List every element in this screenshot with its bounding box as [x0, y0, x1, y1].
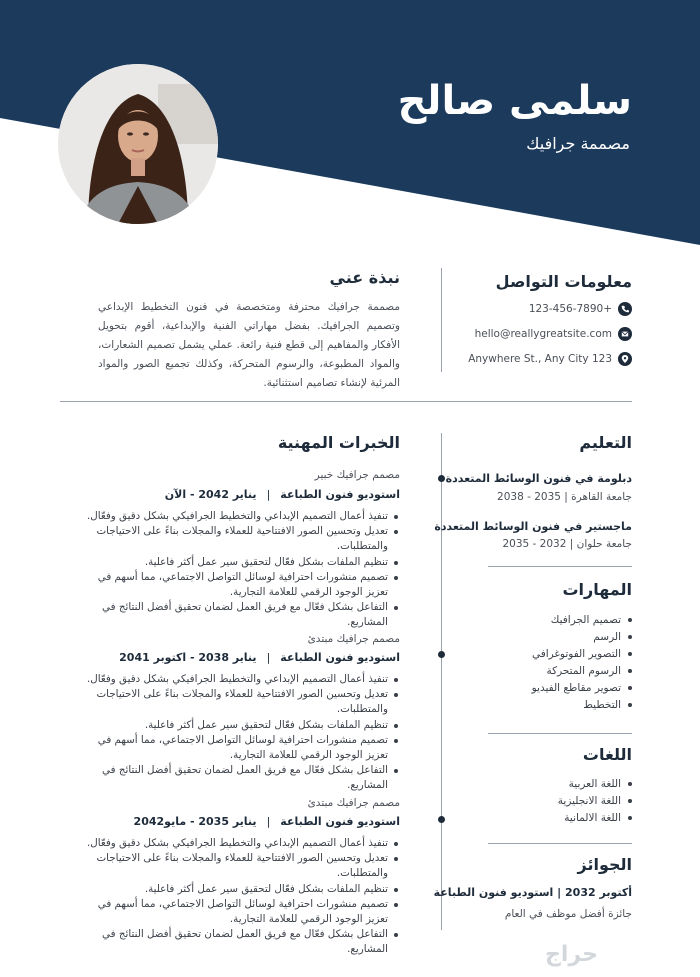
right-divider-1: [488, 566, 632, 567]
awards-heading: الجوائز: [577, 855, 632, 874]
contact-phone-row: [529, 300, 632, 318]
profile-photo: [58, 64, 218, 224]
education-heading: التعليم: [579, 433, 632, 452]
duty-item: التفاعل بشكل فعّال مع فريق العمل لضمان تحقيق أفضل النتائج في المشاريع.: [85, 600, 400, 630]
duty-item: تنفيذ أعمال التصميم الإبداعي والتخطيط الجرافيكي بشكل دقيق وفعّال.: [85, 672, 400, 687]
job-duties-2: [85, 672, 400, 794]
candidate-title: مصممة جرافيك: [526, 134, 630, 153]
duty-item: تعديل وتحسين الصور الافتتاحية للعملاء والمجلات بناءً على الاحتياجات والمتطلبات.: [85, 524, 400, 554]
section-divider: [60, 401, 632, 402]
timeline-dot: [438, 816, 445, 823]
contact-email[interactable]: hello@reallygreatsite.com: [474, 328, 612, 340]
award-date-organization: أكتوبر 2032 | استوديو فنون الطباعة: [433, 886, 632, 899]
email-icon: [618, 327, 632, 341]
contact-address: Anywhere St., Any City 123: [468, 353, 612, 365]
about-heading: نبذة عني: [329, 268, 400, 287]
site-watermark: حراج: [545, 942, 598, 967]
contact-heading: معلومات التواصل: [495, 272, 632, 291]
location-pin-icon: [618, 352, 632, 366]
duty-item: تعديل وتحسين الصور الافتتاحية للعملاء والمجلات بناءً على الاحتياجات والمتطلبات.: [85, 851, 400, 881]
separator: |: [266, 651, 271, 664]
duty-item: تعديل وتحسين الصور الافتتاحية للعملاء والمجلات بناءً على الاحتياجات والمتطلبات.: [85, 687, 400, 717]
job-company-period-3: [134, 815, 400, 828]
job-period: يناير 2042 - الآن: [164, 488, 257, 501]
duty-item: تنظيم الملفات بشكل فعّال لتحقيق سير عمل أكثر فاعلية.: [85, 555, 400, 570]
about-text: مصممة جرافيك محترفة ومتخصصة في فنون التخطيط الإبداعي وتصميم الجرافيك. بفضل مهاراتي الفنية والإبداعية، أقوم بتحويل الأفكار والمفاهيم إلى قطع فنية رائعة. عملي يشمل تصميم الشعارات، والمواد المطبوعة، والرسوم المتحركة، وكذلك تجميع الصور والمواد المرئية لإنشاء تصاميم استثنائية.: [98, 301, 400, 389]
right-divider-2: [488, 733, 632, 734]
timeline-dot: [438, 475, 445, 482]
right-divider-3: [488, 843, 632, 844]
award-title: جائزة أفضل موظف في العام: [504, 908, 632, 920]
duty-item: التفاعل بشكل فعّال مع فريق العمل لضمان تحقيق أفضل النتائج في المشاريع.: [85, 927, 400, 957]
job-period: يناير 2035 - مايو2042: [133, 815, 257, 828]
education-details-2: جامعة حلوان | 2032 - 2035: [502, 538, 632, 550]
contact-address-row: [468, 350, 632, 368]
languages-heading: اللغات: [582, 745, 632, 764]
separator: |: [266, 815, 271, 828]
duty-item: تنظيم الملفات بشكل فعّال لتحقيق سير عمل أكثر فاعلية.: [85, 882, 400, 897]
main-column-divider: [441, 433, 442, 930]
language-item: اللغة الالمانية: [558, 810, 632, 827]
job-company: استوديو فنون الطباعة: [280, 651, 400, 664]
separator: |: [266, 488, 271, 501]
skill-item: تصميم الجرافيك: [532, 612, 632, 629]
job-company: استوديو فنون الطباعة: [280, 488, 400, 501]
top-column-divider: [441, 268, 442, 372]
contact-email-row: [475, 325, 632, 343]
candidate-name: سلمى صالح: [397, 78, 632, 124]
skill-item: الرسوم المتحركة: [532, 663, 632, 680]
job-role-1: مصمم جرافيك خبير: [314, 469, 400, 481]
languages-list: [558, 776, 632, 827]
duty-item: تنظيم الملفات بشكل فعّال لتحقيق سير عمل أكثر فاعلية.: [85, 718, 400, 733]
job-period: يناير 2038 - اكتوبر 2041: [119, 651, 257, 664]
experience-heading: الخبرات المهنية: [277, 433, 400, 452]
contact-phone[interactable]: 123-456-7890+: [528, 303, 612, 315]
duty-item: تنفيذ أعمال التصميم الإبداعي والتخطيط الجرافيكي بشكل دقيق وفعّال.: [85, 509, 400, 524]
phone-icon: [618, 302, 632, 316]
duty-item: التفاعل بشكل فعّال مع فريق العمل لضمان تحقيق أفضل النتائج في المشاريع.: [85, 763, 400, 793]
job-company: استوديو فنون الطباعة: [280, 815, 400, 828]
skill-item: تصوير مقاطع الفيديو: [532, 680, 632, 697]
duty-item: تصميم منشورات احترافية لوسائل التواصل الاجتماعي، مما أسهم في تعزيز الوجود الرقمي للعلامة التجارية.: [85, 733, 400, 763]
duty-item: تصميم منشورات احترافية لوسائل التواصل الاجتماعي، مما أسهم في تعزيز الوجود الرقمي للعلامة التجارية.: [85, 570, 400, 600]
job-role-2: مصمم جرافيك مبتدئ: [307, 633, 400, 645]
education-degree-1: دبلومة في فنون الوسائط المتعددة: [445, 472, 632, 485]
job-company-period-2: [119, 651, 400, 664]
skill-item: التخطيط: [532, 697, 632, 714]
duty-item: تنفيذ أعمال التصميم الإبداعي والتخطيط الجرافيكي بشكل دقيق وفعّال.: [85, 836, 400, 851]
education-details-1: جامعة القاهرة | 2035 - 2038: [497, 491, 632, 503]
skills-heading: المهارات: [562, 580, 632, 599]
language-item: اللغة الانجليزية: [558, 793, 632, 810]
skill-item: الرسم: [532, 629, 632, 646]
job-duties-3: [85, 836, 400, 958]
job-company-period-1: [165, 488, 400, 501]
education-degree-2: ماجستير في فنون الوسائط المتعددة: [434, 520, 632, 533]
language-item: اللغة العربية: [558, 776, 632, 793]
job-role-3: مصمم جرافيك مبتدئ: [307, 797, 400, 809]
timeline-dot: [438, 651, 445, 658]
skill-item: التصوير الفوتوغرافي: [532, 646, 632, 663]
skills-list: [532, 612, 632, 714]
job-duties-1: [85, 509, 400, 631]
duty-item: تصميم منشورات احترافية لوسائل التواصل الاجتماعي، مما أسهم في تعزيز الوجود الرقمي للعلامة التجارية.: [85, 897, 400, 927]
